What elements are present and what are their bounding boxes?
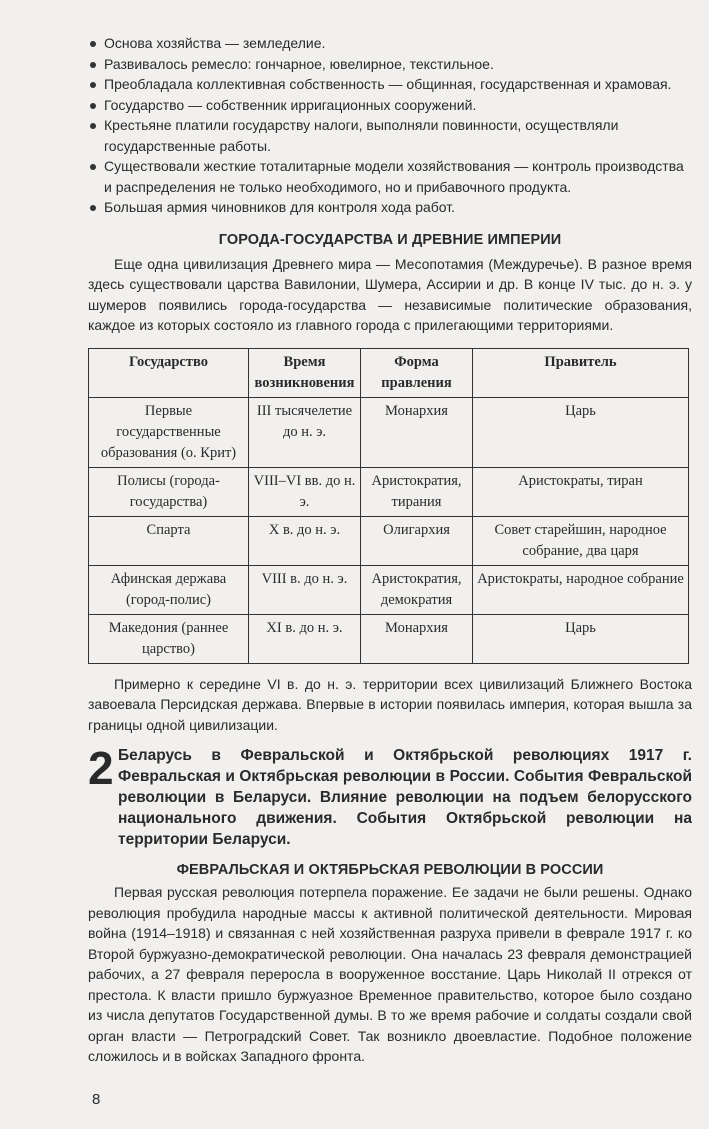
section-number: 2 <box>88 742 114 794</box>
table-cell: Аристократия, демократия <box>361 565 473 614</box>
table-cell: Македония (раннее царство) <box>89 614 249 663</box>
bullet-list <box>88 33 692 218</box>
table-header-row <box>89 348 689 397</box>
column-header: Правитель <box>473 348 689 397</box>
table-cell: XI в. до н. э. <box>249 614 361 663</box>
table-cell: Царь <box>473 614 689 663</box>
paragraph: Еще одна цивилизация Древнего мира — Месопотамия (Междуречье). В разное время здесь существовали царства Вавилонии, Шумера, Ассирии и др. В конце IV тыс. до н. э. у шумеров появились города-государства — независимые политические образования, каждое из которых состояло из главного города с прилегающими территориями. <box>88 255 692 333</box>
table-cell: Аристократия, тирания <box>361 467 473 516</box>
table-cell: Монархия <box>361 397 473 467</box>
column-header: Государство <box>89 348 249 397</box>
table-row <box>89 565 689 614</box>
list-item: Большая армия чиновников для контроля хода работ. <box>88 197 692 218</box>
column-header: Форма правления <box>361 348 473 397</box>
table-cell: Олигархия <box>361 516 473 565</box>
paragraph: Примерно к середине VI в. до н. э. территории всех цивилизаций Ближнего Востока завоевала Персидская держава. Впервые в истории появилась империя, которая вышла за границы одной цивилизации. <box>88 675 692 733</box>
table-cell: Аристократы, тиран <box>473 467 689 516</box>
table-row <box>89 614 689 663</box>
list-item: Существовали жесткие тоталитарные модели хозяйствования — контроль производства и распределения не только необходимого, но и прибавочного продукта. <box>88 156 692 197</box>
table-cell: Совет старейшин, народное собрание, два царя <box>473 516 689 565</box>
column-header: Время возникновения <box>249 348 361 397</box>
table-cell: Спарта <box>89 516 249 565</box>
table-cell: VIII в. до н. э. <box>249 565 361 614</box>
list-item: Крестьяне платили государству налоги, выполняли повинности, осуществляли государственные работы. <box>88 115 692 156</box>
section-heading: ФЕВРАЛЬСКАЯ И ОКТЯБРЬСКАЯ РЕВОЛЮЦИИ В РОССИИ <box>176 862 604 878</box>
table-cell: Афинская держава (город-полис) <box>89 565 249 614</box>
page-number: 8 <box>92 1090 101 1108</box>
list-item: Государство — собственник ирригационных сооружений. <box>88 95 692 116</box>
table-cell: Первые государственные образования (о. Крит) <box>89 397 249 467</box>
table-cell: Монархия <box>361 614 473 663</box>
paragraph: Первая русская революция потерпела поражение. Ее задачи не были решены. Однако революция пробудила народные массы к активной политической деятельности. Мировая война (1914–1918) и связанная с ней хозяйственная разруха привели в феврале 1917 г. ко Второй буржуазно-демократической революции. Она началась 23 февраля демонстрацией рабочих, а 27 февраля переросла в вооруженное восстание. Царь Николай II отрекся от престола. К власти пришло буржуазное Временное правительство, которое было создано из числа депутатов Государственной думы. В то же время рабочие и солдаты создали свой орган власти — Петроградский Совет. Так возникло двоевластие. Подобное положение сложилось и в войсках Западного фронта. <box>88 884 692 1064</box>
section-2-header <box>88 742 692 850</box>
section-heading: ГОРОДА-ГОСУДАРСТВА И ДРЕВНИЕ ИМПЕРИИ <box>218 231 562 248</box>
table-cell: III тысячелетие до н. э. <box>249 397 361 467</box>
section-city-states <box>88 230 692 336</box>
table-cell: VIII–VI вв. до н. э. <box>249 467 361 516</box>
after-table-text <box>88 674 692 736</box>
list-item: Развивалось ремесло: гончарное, ювелирное, текстильное. <box>88 54 692 75</box>
table-cell: Полисы (города-государства) <box>89 467 249 516</box>
table-row <box>89 467 689 516</box>
table-cell: X в. до н. э. <box>249 516 361 565</box>
table-row <box>89 397 689 467</box>
section-2 <box>88 742 692 1067</box>
list-item: Основа хозяйства — земледелие. <box>88 33 692 54</box>
page-column <box>88 0 692 1129</box>
table-cell: Аристократы, народное собрание <box>473 565 689 614</box>
table-cell: Царь <box>473 397 689 467</box>
states-table-wrap <box>88 348 692 664</box>
section-title: Беларусь в Февральской и Октябрьской революциях 1917 г. Февральская и Октябрьская революции в России. События Февральской революции в Беларуси. Влияние революции на подъем белорусского национального движения. События Октябрьской революции на территории Беларуси. <box>118 747 692 848</box>
table-row <box>89 516 689 565</box>
list-item: Преобладала коллективная собственность — общинная, государственная и храмовая. <box>88 74 692 95</box>
states-table <box>88 348 689 664</box>
